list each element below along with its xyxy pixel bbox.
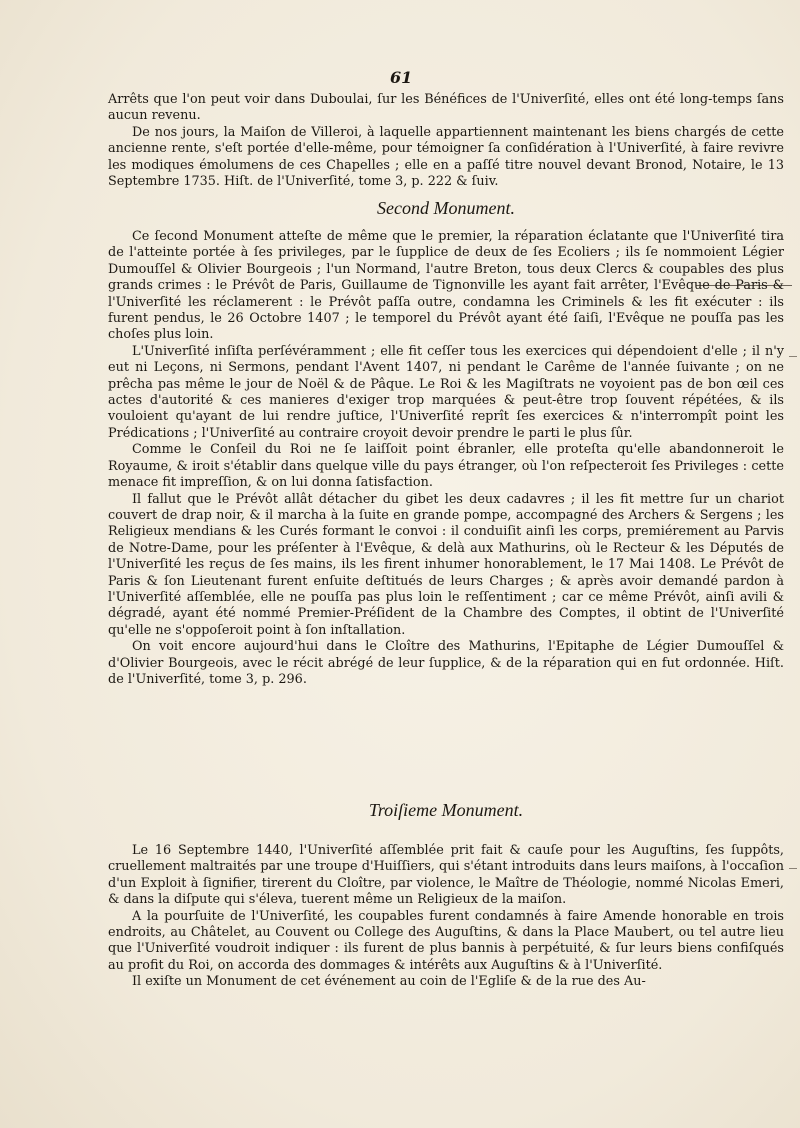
text-block-2	[108, 229, 784, 688]
text-block-1	[108, 92, 784, 190]
paragraph: Le 16 Septembre 1440, l'Univerſité aſſemblée prit fait & cauſe pour les Auguſtins, ſes ſuppôts, cruellement maltraités par une troupe d'Huiſſiers, qui s'étant introduits dans leurs maiſons, à l'occaſion d'un Exploit à ſignifier, tirerent du Cloître, par violence, le Maître de Théologie, nommé Nicolas Emeri, & dans la diſpute qui s'éleva, tuerent même un Religieux de la maiſon.	[108, 843, 784, 908]
text-block-3	[108, 843, 784, 991]
paragraph: Arrêts que l'on peut voir dans Duboulai, ſur les Bénéfices de l'Univerſité, elles ont été long-temps ſans aucun revenu.	[108, 92, 784, 124]
page-edge-mark	[789, 356, 797, 357]
paragraph: De nos jours, la Maiſon de Villeroi, à laquelle appartiennent maintenant les biens chargés de cette ancienne rente, s'eſt portée d'elle-même, pour témoigner ſa conſidération à l'Univerſité, à faire revivre les modiques émolumens de ces Chapelles ; elle en a paſſé titre nouvel devant Bronod, Notaire, le 13 Septembre 1735. Hiſt. de l'Univerſité, tome 3, p. 222 & ſuiv.	[108, 124, 784, 190]
section-heading-third-monument: Troiſieme Monument.	[368, 800, 524, 820]
section-heading-second-monument: Second Monument.	[377, 198, 515, 218]
paragraph: On voit encore aujourd'hui dans le Cloître des Mathurins, l'Epitaphe de Légier Dumouſſel & d'Olivier Bourgeois, avec le récit abrégé de leur ſupplice, & de la réparation qui en fut ordonnée. Hiſt. de l'Univerſité, tome 3, p. 296.	[108, 639, 784, 687]
paragraph: Il fallut que le Prévôt allât détacher du gibet les deux cadavres ; il les fit mettre ſur un chariot couvert de drap noir, & il marcha à la ſuite en grande pompe, accompagné des Archers & Sergens ; les Religieux mendians & les Curés formant le convoi : il conduiſit ainſi les corps, premiérement au Parvis de Notre-Dame, pour les préſenter à l'Evêque, & delà aux Mathurins, où le Recteur & les Députés de l'Univerſité les reçus de ſes mains, ils les firent inhumer honorablement, le 17 Mai 1408. Le Prévôt de Paris & ſon Lieutenant furent enſuite deſtitués de leurs Charges ; & après avoir demandé pardon à l'Univerſité aſſemblée, elle ne pouſſa pas plus loin le reſſentiment ; car ce même Prévôt, ainſi avili & dégradé, ayant été nommé Premier-Préſident de la Chambre des Comptes, il obtint de l'Univerſité qu'elle ne s'oppoſeroit point à ſon inſtallation.	[108, 491, 784, 638]
page-number: 61	[390, 68, 413, 87]
page-edge-mark	[789, 868, 797, 869]
paragraph: Il exiſte un Monument de cet événement au coin de l'Egliſe & de la rue des Au-	[132, 974, 646, 990]
paragraph: Ce ſecond Monument atteſte de même que le premier, la réparation éclatante que l'Univerſité tira de l'atteinte portée à ſes privileges, par le ſupplice de deux de ſes Ecoliers ; ils ſe nommoient Légier Dumouſſel & Olivier Bourgeois ; l'un Normand, l'autre Breton, tous deux Clercs & coupables des plus grands crimes : le Prévôt de Paris, Guillaume de Tignonville les ayant fait arrêter, l'Evêque de Paris & l'Univerſité les réclamerent : le Prévôt paſſa outre, condamna les Criminels & les fit exécuter : ils furent pendus, le 26 Octobre 1407 ; le temporel du Prévôt ayant été ſaiſi, l'Evêque ne pouſſa pas les choſes plus loin.	[108, 229, 784, 343]
paragraph: Comme le Conſeil du Roi ne ſe laiſſoit point ébranler, elle proteſta qu'elle abandonneroit le Royaume, & iroit s'établir dans quelque ville du pays étranger, où l'on reſpecteroit ſes Privileges : cette menace fit impreſſion, & on lui donna ſatisfaction.	[108, 442, 784, 491]
paragraph: L'Univerſité inſiſta perſévéramment ; elle fit ceſſer tous les exercices qui dépendoient d'elle ; il n'y eut ni Leçons, ni Sermons, pendant l'Avent 1407, ni pendant le Carême de l'année ſuivante ; on ne prêcha pas même le jour de Noël & de Pâque. Le Roi & les Magiſtrats ne voyoient pas de bon œil ces actes d'autorité & ces manieres d'exiger trop marquées & peut-être trop ſouvent répétées, & ils vouloient qu'ayant de lui rendre juſtice, l'Univerſité reprît ſes exercices & n'interrompît point les Prédications ; l'Univerſité au contraire croyoit devoir prendre le parti le plus ſûr.	[108, 343, 784, 441]
paragraph: A la pourſuite de l'Univerſité, les coupables furent condamnés à faire Amende honorable en trois endroits, au Châtelet, au Couvent ou College des Auguſtins, & dans la Place Maubert, ou tel autre lieu que l'Univerſité voudroit indiquer : ils furent de plus bannis à perpétuité, & ſur leurs biens confiſqués au profit du Roi, on accorda des dommages & intérêts aux Auguſtins & à l'Univerſité.	[108, 908, 784, 973]
